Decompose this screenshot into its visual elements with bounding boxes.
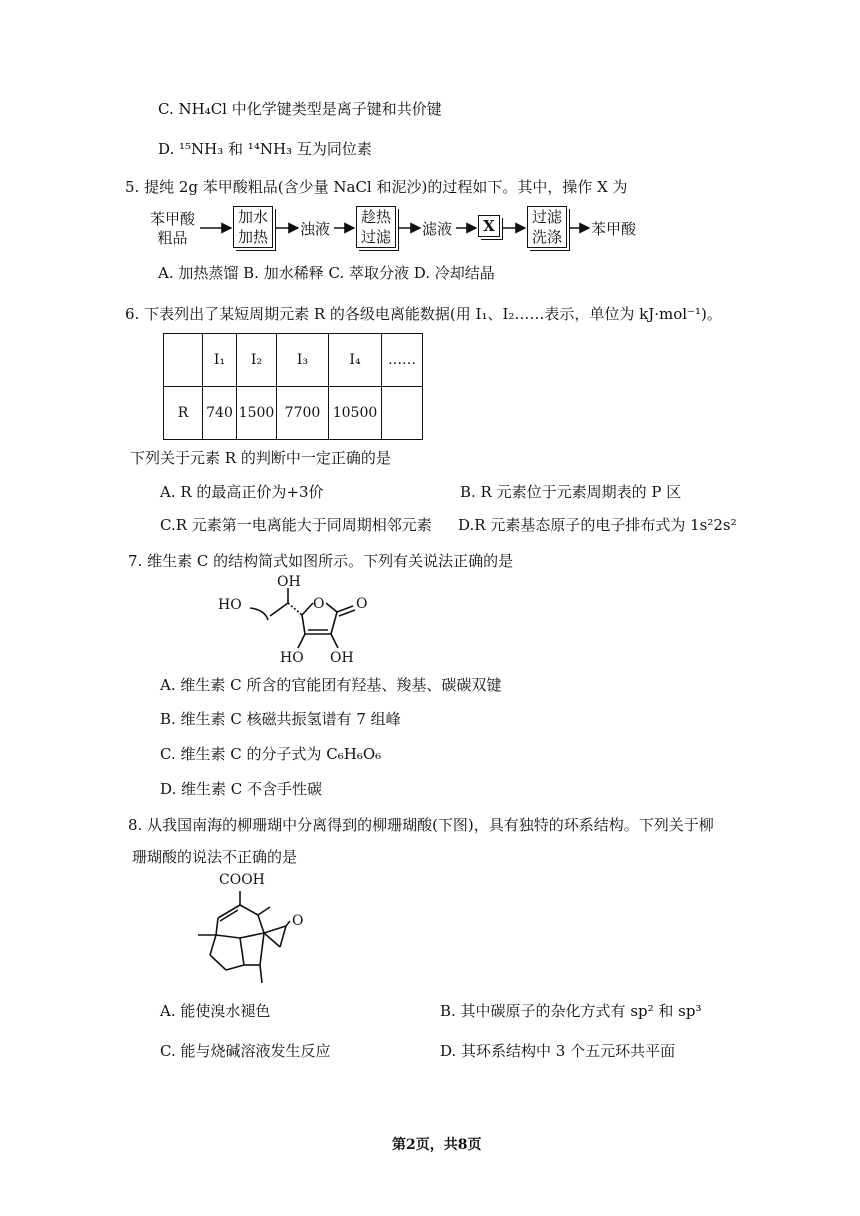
flow-arrows [0,0,860,280]
q6-option-b: B. R 元素位于元素周期表的 P 区 [460,483,682,501]
table-header-cell [164,334,203,387]
q6-option-a: A. R 的最高正价为+3价 [160,483,324,501]
table-header-cell: I₄ [329,334,382,387]
ionization-energy-table [163,333,423,440]
table-header-cell: I₂ [237,334,277,387]
table-row [164,387,423,440]
flow-start-line1: 苯甲酸 [150,210,196,228]
gorgonian-acid-bonds [190,885,320,995]
table-header-row [164,334,423,387]
vc-o-ring: O [313,596,325,612]
vc-ho-left: HO [218,597,242,613]
q8-stem-line1: 8. 从我国南海的柳珊瑚中分离得到的柳珊瑚酸(下图)，具有独特的环系结构。下列关于柳 [128,816,714,834]
flow-step-x: X [478,215,500,237]
q8-option-b: B. 其中碳原子的杂化方式有 sp² 和 sp³ [440,1002,702,1020]
flow-start-line2: 粗品 [157,229,188,247]
table-header-cell: I₁ [203,334,237,387]
q5-options: A. 加热蒸馏 B. 加水稀释 C. 萃取分液 D. 冷却结晶 [158,264,495,282]
vc-oh-bottom: OH [330,650,354,666]
q7-option-c: C. 维生素 C 的分子式为 C₆H₆O₆ [160,745,382,763]
table-cell: 1500 [237,387,277,440]
table-cell: R [164,387,203,440]
q7-stem: 7. 维生素 C 的结构简式如图所示。下列有关说法正确的是 [128,552,514,570]
flow-mid2: 滤液 [422,220,453,238]
table-cell: 7700 [277,387,329,440]
q7-option-d: D. 维生素 C 不含手性碳 [160,780,323,798]
page-footer: 第2页，共8页 [392,1137,482,1153]
q7-option-b: B. 维生素 C 核磁共振氢谱有 7 组峰 [160,710,401,728]
q6-option-d: D.R 元素基态原子的电子排布式为 1s²2s² [458,516,737,534]
q6-stem: 6. 下表列出了某短周期元素 R 的各级电离能数据(用 I₁、I₂……表示，单位为 kJ·mol⁻¹)。 [125,305,722,323]
ga-o-ketone: O [292,913,304,929]
table-header-cell: I₃ [277,334,329,387]
table-header-cell: …… [382,334,423,387]
q4-option-c: C. NH₄Cl 中化学键类型是离子键和共价键 [158,100,442,118]
q8-option-c: C. 能与烧碱溶液发生反应 [160,1042,331,1060]
flow-step4-line2: 洗涤 [531,228,562,246]
q6-option-c: C.R 元素第一电离能大于同周期相邻元素 [160,516,432,534]
flow-step1-line1: 加水 [237,208,268,226]
q6-question: 下列关于元素 R 的判断中一定正确的是 [130,449,391,467]
flow-step1-line2: 加热 [237,228,268,246]
q8-option-d: D. 其环系结构中 3 个五元环共平面 [440,1042,676,1060]
q4-option-d: D. ¹⁵NH₃ 和 ¹⁴NH₃ 互为同位素 [158,140,372,158]
q8-option-a: A. 能使溴水褪色 [160,1002,271,1020]
vc-oh-top: OH [277,574,301,590]
flow-step2-line2: 过滤 [360,228,391,246]
flow-mid1: 浊液 [300,220,331,238]
q7-option-a: A. 维生素 C 所含的官能团有羟基、羧基、碳碳双键 [160,676,502,694]
q8-stem-line2: 珊瑚酸的说法不正确的是 [132,848,298,866]
vc-ho-bottom: HO [280,650,304,666]
table-cell: 10500 [329,387,382,440]
table-cell: 740 [203,387,237,440]
q5-stem: 5. 提纯 2g 苯甲酸粗品(含少量 NaCl 和泥沙)的过程如下。其中，操作 X 为 [125,178,628,196]
flow-step2-line1: 趁热 [360,208,391,226]
flow-step4-line1: 过滤 [531,208,562,226]
flow-end: 苯甲酸 [591,220,637,238]
vc-o-carbonyl: O [356,596,368,612]
table-cell [382,387,423,440]
ga-cooh: COOH [219,872,265,888]
